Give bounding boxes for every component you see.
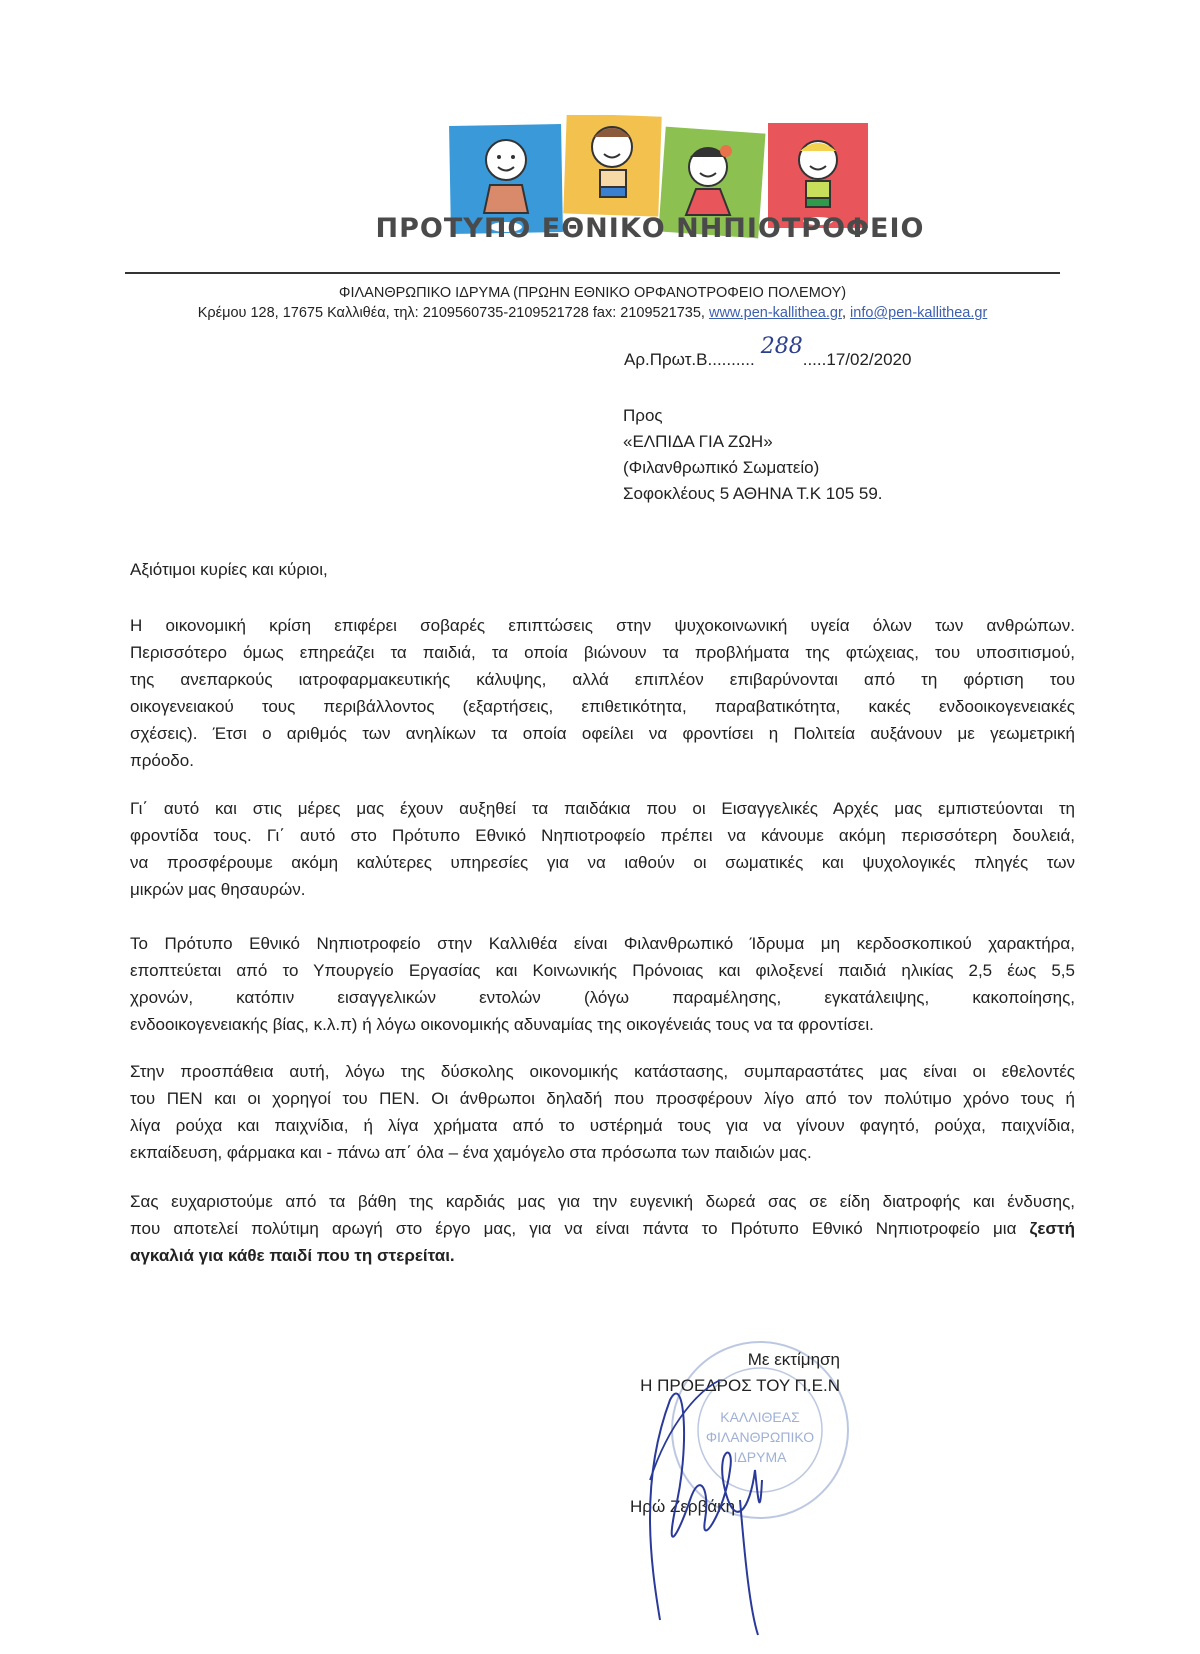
letterhead-organization: ΦΙΛΑΝΘΡΩΠΙΚΟ ΙΔΡΥΜΑ (ΠΡΩΗΝ ΕΘΝΙΚΟ ΟΡΦΑΝΟΤΡΟΦΕΙΟ ΠΟΛΕΜΟΥ) [338,285,847,301]
paragraph-line: χρονών, κατόπιν εισαγγελικών εντολών (λόγω παραμέλησης, εγκατάλειψης, κακοποίησης, [130,988,1075,1007]
paragraph-line [130,1215,1075,1242]
recipient-type: (Φιλανθρωπικό Σωματείο) [623,458,820,477]
signature-graphic [630,1360,790,1650]
paragraph-4 [130,1058,1075,1166]
paragraph-line: να προσφέρουμε ακόμη καλύτερες υπηρεσίες για να ιαθούν οι σωματικές και ψυχολογικές πληγές των [130,853,1075,872]
paragraph-line: Γι΄ αυτό και στις μέρες μας έχουν αυξηθεί τα παιδάκια που οι Εισαγγελικές Αρχές μας εμπιστεύονται τη [130,799,1075,818]
reference-dots-after: ..... [802,350,827,369]
letterhead-address [125,305,1060,321]
recipient-to: Προς [623,406,663,425]
paragraph-text: που αποτελεί πολύτιμη αρωγή στο έργο μας, για να είναι πάντα το Πρότυπο Εθνικό Νηπιοτροφείο μια [130,1219,1030,1238]
svg-text:ΦΙΛΑΝΘΡΩΠΙΚΟ: ΦΙΛΑΝΘΡΩΠΙΚΟ [705,1429,815,1445]
paragraph-line: εποπτεύεται από το Υπουργείο Εργασίας και Κοινωνικής Πρόνοιας και φιλοξενεί παιδιά ηλικίας 2,5 έως 5,5 [130,961,1075,980]
paragraph-line: ενδοοικογενειακής βίας, κ.λ.π) ή λόγω οικονομικής αδυναμίας της οικογένειάς τους να τα φροντίσει. [130,1015,874,1034]
paragraph-line: εκπαίδευση, φάρμακα και - πάνω απ΄ όλα – ένα χαμόγελο στα πρόσωπα των παιδιών μας. [130,1143,812,1162]
link-separator: , [841,305,851,321]
svg-text:ΙΔΡΥΜΑ: ΙΔΡΥΜΑ [733,1449,787,1465]
header-divider [125,272,1060,274]
paragraph-bold-text: αγκαλιά για κάθε παιδί που τη στερείται. [130,1246,455,1265]
reference-prefix: Αρ.Πρωτ.Β [624,350,708,369]
recipient-address: Σοφοκλέους 5 ΑΘΗΝΑ Τ.Κ 105 59. [623,484,883,503]
website-link[interactable]: www.pen-kallithea.gr [708,305,842,321]
paragraph-1 [130,612,1075,774]
paragraph-line: φροντίδα τους. Γι΄ αυτό στο Πρότυπο Εθνικό Νηπιοτροφείο πρέπει να κάνουμε ακόμη περισσότερη δουλειά, [130,826,1075,845]
paragraph-2 [130,795,1075,903]
paragraph-line: Στην προσπάθεια αυτή, λόγω της δύσκολης οικονομικής κατάστασης, συμπαραστάτες μας είναι οι εθελοντές [130,1062,1075,1081]
email-link[interactable]: info@pen-kallithea.gr [850,305,988,321]
paragraph-line: Περισσότερο όμως επηρεάζει τα παιδιά, τα οποία βιώνουν τα προβλήματα της φτώχειας, του υποσιτισμού, [130,643,1075,662]
paragraph-line: μικρών μας θησαυρών. [130,880,306,899]
paragraph-line: πρόοδο. [130,751,194,770]
paragraph-line: Η οικονομική κρίση επιφέρει σοβαρές επιπτώσεις στην ψυχοκοινωνική υγεία όλων των ανθρώπων. [130,616,1075,635]
paragraph-3 [130,930,1075,1038]
paragraph-line: του ΠΕΝ και οι χορηγοί του ΠΕΝ. Οι άνθρωποι δηλαδή που προσφέρουν λίγο από τον πολύτιμο χρόνο τους ή [130,1089,1075,1108]
paragraph-line: οικογενειακού τους περιβάλλοντος (εξαρτήσεις, επιθετικότητα, παραβατικότητα, κακές ενδοοικογενειακές [130,697,1075,716]
paragraph-line: της ανεπαρκούς ιατροφαρμακευτικής κάλυψης, αλλά επιπλέον επιβαρύνονται από τη φόρτιση του [130,670,1075,689]
recipient-block [623,403,883,507]
closing-regards: Με εκτίμηση [747,1350,840,1369]
svg-text:ΚΑΛΛΙΘΕΑΣ: ΚΑΛΛΙΘΕΑΣ [720,1409,800,1425]
paragraph-line: Σας ευχαριστούμε από τα βάθη της καρδιάς μας για την ευγενική δωρεά σας σε είδη διατροφής και ένδυσης, [130,1192,1075,1211]
closing-position: Η ΠΡΟΕΔΡΟΣ ΤΟΥ Π.Ε.Ν [640,1376,840,1395]
handwritten-protocol-number [755,334,803,370]
recipient-name: «ΕΛΠΙΔΑ ΓΙΑ ΖΩΗ» [623,432,773,451]
paragraph-line: λίγα ρούχα και παιχνίδια, ή λίγα χρήματα από το υστέρημά τους για να γίνουν φαγητό, ρούχα, παιχνίδια, [130,1116,1075,1135]
paragraph-line [130,1242,1075,1269]
reference-number [624,334,912,370]
handwritten-signature [630,1360,790,1650]
logo-square-yellow [563,115,661,217]
paragraph-bold-text: ζεστή [1029,1219,1075,1238]
reference-date: 17/02/2020 [826,350,912,369]
address-text: Κρέμου 128, 17675 Καλλιθέα, τηλ: 2109560735-2109521728 fax: 2109521735, [197,305,709,321]
handwritten-number-text: 288 [760,334,803,359]
paragraph-5 [130,1188,1075,1269]
salutation: Αξιότιμοι κυρίες και κύριοι, [130,560,328,579]
paragraph-line: Το Πρότυπο Εθνικό Νηπιοτροφείο στην Καλλιθέα είναι Φιλανθρωπικό Ίδρυμα μη κερδοσκοπικού χαρακτήρα, [130,934,1075,953]
reference-dots-before: .......... [707,350,755,369]
paragraph-line: σχέσεις). Έτσι ο αριθμός των ανηλίκων τα οποία οφείλει να φροντίσει η Πολιτεία αυξάνουν με γεωμετρική [130,724,1075,743]
signatory-name: Ηρώ Ζερβάκη [630,1497,736,1516]
letterhead-title: ΠΡΟΤΥΠΟ ΕΘΝΙΚΟ ΝΗΠΙΟΤΡΟΦΕΙΟ [375,213,925,244]
